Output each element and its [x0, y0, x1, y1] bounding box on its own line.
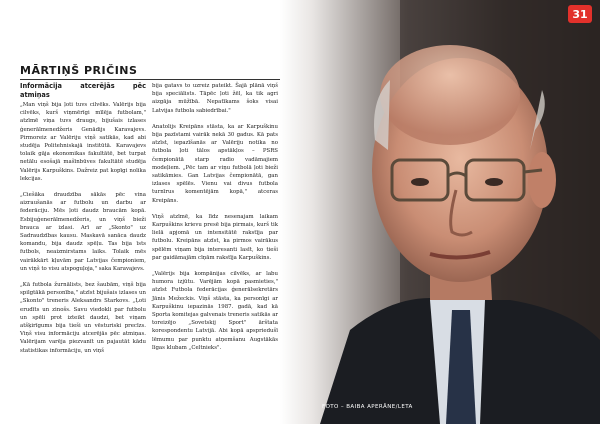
paragraph: „Kā futbola žurnālists, bez šaubām, viņš bija spilgtākā personība," atzīst bijušais izlases un „Skonto" treneris Aleksandrs Starkovs. „Ļoti erudīts un zinošs. Savu viedokli par futbolu un spēli prot izteikt daudzi, bet viņam atšķirīgums bija tieši un vēsturiski precīzs. Viņš visu informāciju atcerējās pēc atmiņas. Valērijam varēja piezvanīt un pajautāt kādu statistikas informāciju, un viņš	[20, 282, 146, 354]
paragraph: „Man viņš bija ļoti tuvs cilvēks. Valērijs bija cilvēks, kurš viņmērīgi mīlēja futbolam," atzīmē viņa tuvs draugs, bijušais izlases ģenerālmenedžeris Genādijs Karavajevs. Pirmoreiz ar Valēriju viņš satikās, kad abi studēja Politehniskajā institūtā. Karavajevs tolaik gāja ekonomikas fakultātē, bet turpat netālu esošajā mašīnbūves fakultātē studēja Valērijs Karpuškins. Dažreiz pat kopīgi nolika lekcijas.	[20, 102, 146, 182]
photo-credit: FOTO – BAIBA APERĀNE/LETA	[322, 404, 413, 410]
text-column-1	[20, 82, 146, 363]
paragraph: Anatolijs Kreipāns stāsta, ka ar Karpuškinu bija pazīstami vairāk nekā 30 gadus. Kā pats atzīst, iepazīšanās ar Valēriju notika no futbola ļoti tālos apstākļos – PSRS čempionātā starp radio vadāmajiem modeļiem. „Pēc tam ar viņu futbolā ļoti bieži satikāmies. Gan Latvijas čempionātā, gan izlases spēlēs. Vienu vai divus futbola turnīrus komentējām kopā," atceras Kreipāns.	[152, 123, 278, 204]
portrait-illustration	[280, 0, 600, 424]
paragraph: „Valērijs bija kompānijas cilvēks, ar labu humora izjūtu. Varējām kopā pasmieties," atzīst Futbola federācijas ģenerālsekretārs Jānis Mežeckis. Viņš stāsta, ka personīgi ar Karpuškinu iepazinās 1987. gadā, kad kā Sporta komitejas galvenais treneris satikās ar toreizējo „Sovetskij Sport" ārštata korespondentu Latvijā. Abi kopā apspriedušī lēmumu par punktu atņemšanu Augstākās līgas klubam „Celtnieks".	[152, 271, 278, 351]
author-name: MĀRTIŅŠ PRIČINS	[20, 64, 280, 80]
paragraph: Viņš atzīmē, ka līdz nesenajam laikam Karpuškins krievu presē bija pirmais, kurš tik lielā apjomā un intensitātē rakstīja par futbolu. Kreipāns atzīst, ka pirmos vairākus spēlēm viņam bija interesanti lasīt, ko tieši par gaidāmajām cīņām rakstīja Karpuškins.	[152, 213, 278, 261]
paragraph: bija gatavs to uzreiz pateikt. Šajā plānā viņš bija speciālists. Tāpēc ļoti žēl, ka tik agri aizgāja mūžībā. Nepatīkams šoks visai Latvijas futbola sabiedrībai."	[152, 83, 278, 114]
section-heading: Informācija atcerējās pēc atmiņas	[20, 82, 146, 99]
portrait-photo	[280, 0, 600, 424]
paragraph: „Ciešāka draudzība sākās pēc vina aizraušanās ar futbolu un darbu ar federāciju. Mēs ļoti daudz braucām kopā. Esbijuģenerālmenedžeris, un viņš bieži brauca ar izlasi. Arī ar „Skonto" uz Sadraudzības kausu. Maskavā sanāca daudz komandu, bija daudz spēļu. Tas bija īsts futbols, neaizmirstams laiks. Tolaik mēs vairākkārt kļuvām par Latvijas čempioniem, un viņš to visu atspoguļoja," saka Karavajevs.	[20, 192, 146, 272]
page-number-badge: 31	[568, 5, 592, 23]
text-column-2	[152, 82, 278, 360]
